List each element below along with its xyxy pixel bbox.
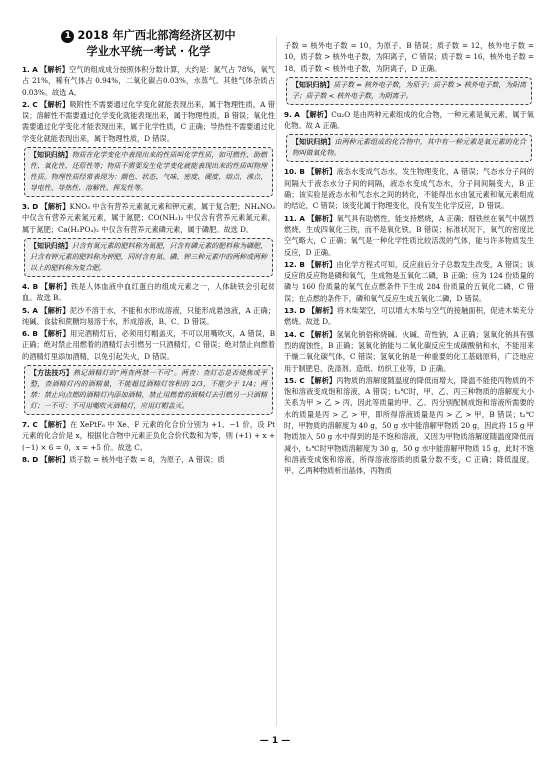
section-tag: 【解析】 [40,202,70,212]
answer-number: 12. B [284,259,305,269]
section-tag: 【解析】 [307,306,337,316]
right-column [284,40,534,478]
section-tag: 【解析】 [40,281,72,291]
answer-number: 15. C [284,375,305,385]
answer-item [22,64,275,98]
answer-number: 9. A [284,109,300,119]
section-tag: 【知识归纳】 [292,80,334,89]
knowledge-box [24,147,273,197]
section-tag: 【解析】 [40,420,70,430]
body-text: 氧气具有助燃性，能支持燃烧，A 正确；细铁丝在氧气中剧烈燃烧，生成四氧化三铁，而不是氧化铁，B 错误；标准状况下，氧气的密度比空气略大，C 正确；氧气是一种化学性质比较活泼的气体，能与许多物质发生反应，D 正确。 [284,213,534,257]
answer-number: 1. A [22,65,38,74]
answer-item [22,99,275,144]
body-text: 用完酒精灯后，必须用灯帽盖灭，不可以用嘴吹灭，A 错误，B 正确；绝对禁止用燃着的酒精灯去引燃另一只酒精灯，C 错误；绝对禁止向燃着的酒精灯里添加酒精，以免引起失火，D 错误。 [22,329,275,361]
body-text: 空气的组成成分按照体积分数计算，大约是：氮气占 78%，氧气占 21%，稀有气体占 0.94%，二氧化碳占0.03%，水蒸气、其他气体杂质占 0.03%。故选 A。 [22,65,275,97]
answer-number: 13. D [284,306,306,316]
body-text: 吸附性不需要通过化学变化就能表现出来，属于物理性质，A 错误；溶解性不需要通过化学变化就能表现出来，属于物理性质，B 错误；氧化性需要通过化学变化才能表现出来，属于化学性质，C 正确；导热性不需要通过化学变化就能表现出来，属于物理性质，D 错误。 [22,99,275,143]
answer-item [22,328,275,362]
section-tag: 【知识归纳】 [30,151,72,160]
section-tag: 【解析】 [307,375,337,385]
section-tag: 【解析】 [307,213,337,223]
answer-item [284,305,534,328]
body-text: 物质在化学变化中表现出来的性质叫化学性质，如可燃性、助燃性、氧化性、还原性等；物质不需要发生化学变化就能表现出来的性质叫物理性质。物理性质经常表现为：颜色、状态、气味、密度、硬度、熔点、沸点、导电性、导热性、溶解性、挥发性等。 [30,151,268,193]
answer-number: 6. B [22,329,38,339]
answer-number: 10. B [284,167,305,177]
answer-number: 7. C [22,420,38,430]
body-text: 氢氧化钠俗称烧碱、火碱、苛性钠，A 正确；氢氧化钠具有强烈的腐蚀性，B 正确；氢氧化钠能与二氧化碳反应生成碳酸钠和水，不能用来干燥二氧化碳气体，C 错误；氢氧化钠是一种重要的化工基础原料，广泛地应用于制肥皂、洗涤剂、造纸、纺织工业等，D 正确。 [284,329,534,373]
left-column [22,28,275,466]
answer-number: 8. D [22,454,39,464]
body-text: 由化学方程式可知，反应前后分子总数发生改变，A 错误；该反应的反应物是磷和氧气，生成物是五氧化二磷，B 正确；应为 124 份质量的磷与 160 份质量的氧气在点燃条件下生成 284 份质量的五氧化二磷，C 错误；在点燃的条件下，磷和氧气反应生成五氧化二磷，D 错误。 [284,259,534,303]
answer-item [22,281,275,304]
body-text: 质子数 = 核外电子数 = 8，为原子，A 错误；质 [69,454,225,464]
answer-number: 2. C [22,99,38,109]
body-text: 由两种元素组成的化合物中，其中有一种元素是氧元素的化合物叫做氧化物。 [292,138,527,158]
body-text: 液态水变成气态水，发生物理变化，A 错误；气态水分子间的间隔大于液态水分子间的间隔，液态水变成气态水，分子间间隔变大，B 正确；该实验是液态水和气态水之间的转化，不能得出水由氢元素和氧元素组成的结论，C 错误；该变化属于物理变化，没有发生化学反应，D 错误。 [284,167,534,211]
answer-item [284,375,534,477]
answer-number: 3. D [22,202,39,212]
section-tag: 【解析】 [40,454,70,464]
answer-item [22,419,275,453]
answer-item [284,213,534,258]
body-text: 在 XePtF₆ 中 Xe、F 元素的化合价分别为 +1、−1 价，设 Pt 元素的化合价是 x，根据化合物中元素正负化合价代数和为零，则 (+1) + x + (−1) × 6 = 0，x = +5 价。故选 C。 [22,420,275,452]
title-line-1: 2018 年广西北部湾经济区初中 [77,29,236,42]
answer-item [284,40,534,74]
section-tag: 【解析】 [40,65,70,74]
section-tag: 【方法技巧】 [30,369,74,378]
body-text: Cu₂O 是由两种元素组成的化合物，一种元素是氧元素，属于氧化物。故 A 正确。 [284,109,534,131]
body-text: 丙物质的溶解度随温度的降低而增大，降温不能使丙物质的不饱和溶液变成饱和溶液，A 错误；t₂℃时，甲、乙、丙三种物质的溶解度大小关系为甲 > 乙 > 丙，因此等质量的甲、乙、丙分别配制成饱和溶液所需要的水的质量是丙 > 乙 > 甲，即所得溶液质量是丙 > 乙 > 甲，B 错误；t₂℃时，甲物质的溶解度为 40 g，50 g 水中能溶解甲物质 20 g，因此将 15 g 甲物质加入 50 g 水中得到的是不饱和溶液，又因为甲物质溶解度随温度降低而减小，t₁℃时甲物质溶解度为 30 g，50 g 水中能溶解甲物质 15 g，此时不饱和溶液变成饱和溶液，所得溶液溶质的质量分数不变，C 正确；降低温度，甲、乙两种物质析出晶体，丙物质 [284,375,534,476]
answer-item [284,166,534,211]
column-divider [276,36,277,726]
title-line-2: 学业水平统一考试 · 化学 [86,45,211,58]
body-text: KNO₃ 中含有营养元素氮元素和钾元素，属于复合肥；NH₄NO₃ 中仅含有营养元素氮元素，属于氮肥；CO(NH₂)₂ 中仅含有营养元素氮元素，属于氮肥；Ca(H₂PO₄)₂ 中仅含有营养元素磷元素，属于磷肥。故选 D。 [22,202,275,234]
section-tag: 【解析】 [40,329,70,339]
body-text: 铁是人体血液中血红蛋白的组成元素之一，人体缺铁会引起贫血。故选 B。 [22,281,275,303]
knowledge-box [286,134,532,162]
body-text: 将木柴架空，可以增大木柴与空气的接触面积，促进木柴充分燃烧。故选 D。 [284,306,534,327]
answer-item [22,201,275,235]
section-tag: 【解析】 [307,259,337,269]
answer-number: 11. A [284,213,305,223]
section-tag: 【知识归纳】 [30,241,72,250]
section-tag: 【解析】 [307,329,337,339]
answer-item [284,329,534,374]
page-number: — 1 — [259,736,291,746]
body-text: 子数 = 核外电子数 = 10，为原子，B 错误；质子数 = 12，核外电子数 = 10，质子数 > 核外电子数，为阳离子，C 错误；质子数 = 16，核外电子数 = 18，质子数 < 核外电子数，为阴离子，D 正确。 [284,41,534,73]
answer-item [284,109,534,132]
section-tag: 【知识归纳】 [292,138,335,147]
answer-item [22,305,275,328]
answer-number: 5. A [22,305,38,315]
body-text: 熟记酒精灯的“两查两禁一不可”。两查：查灯芯是否烧焦或平整，查酒精灯内的酒精量，不能超过酒精灯容积的 2/3，不能少于 1/4；两禁：禁止向点燃的酒精灯内添加酒精，禁止用燃着的酒精灯去引燃另一只酒精灯；一不可：不可用嘴吹灭酒精灯，应用灯帽盖灭。 [30,369,267,411]
answer-item [22,454,275,465]
knowledge-box [24,238,273,277]
section-tag: 【解析】 [302,109,332,119]
body-text: 只含有氮元素的肥料称为氮肥，只含有磷元素的肥料称为磷肥，只含有钾元素的肥料称为钾肥，同时含有氮、磷、钾三种元素中的两种或两种以上的肥料称为复合肥。 [30,241,268,272]
answer-item [284,259,534,304]
knowledge-box [24,365,273,415]
section-tag: 【解析】 [307,167,337,177]
body-text: 泥沙不溶于水，不能和水形成溶液，只能形成悬浊液，A 正确；纯碱、食盐和蔗糖均易溶于水，形成溶液，B、C、D 错误。 [22,305,275,326]
body-text: 质子数 = 核外电子数，为原子；质子数 > 核外电子数，为阳离子；质子数 < 核外电子数，为阴离子。 [292,80,526,100]
title-number-badge: 1 [61,30,74,43]
section-tag: 【解析】 [40,305,70,315]
section-tag: 【解析】 [40,99,70,109]
answer-number: 4. B [22,281,39,291]
page-title [22,28,275,60]
knowledge-box [286,77,532,105]
answer-number: 14. C [284,329,305,339]
